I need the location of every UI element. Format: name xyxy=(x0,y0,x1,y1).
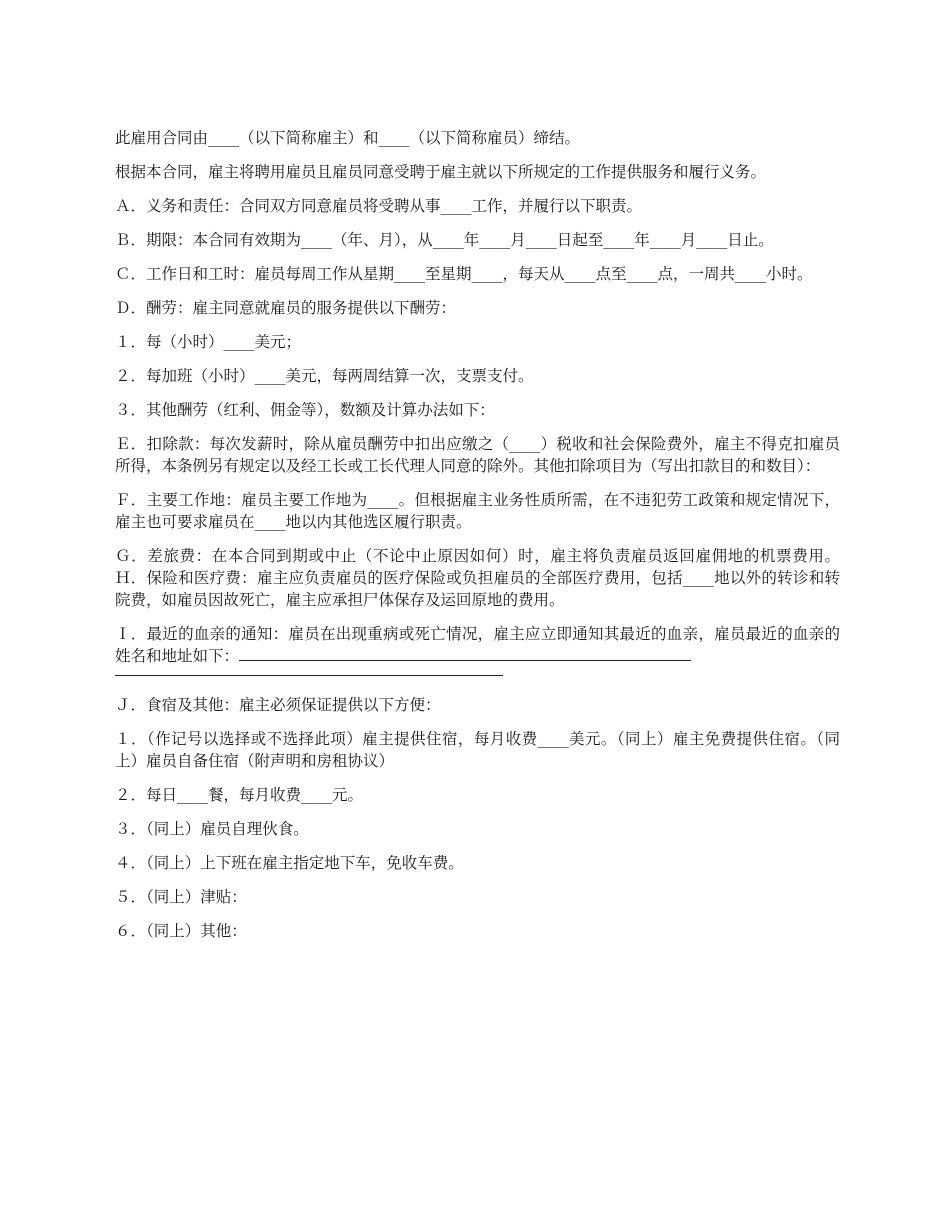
clause-d-item-2: ２．每加班（小时）____美元，每两周结算一次，支票支付。 xyxy=(115,367,534,385)
contract-document xyxy=(115,127,840,954)
clause-a-duties: Ａ．义务和责任：合同双方同意雇员将受聘从事____工作，并履行以下职责。 xyxy=(115,197,643,215)
clause-d-item-1: １．每（小时）____美元； xyxy=(115,333,302,351)
clause-j-item-1: １．（作记号以选择或不选择此项）雇主提供住宿，每月收费____美元。（同上）雇主免费提供住宿。（同上）雇员自备住宿（附声明和房租协议） xyxy=(115,730,840,770)
clause-j-item-2: ２．每日____餐，每月收费____元。 xyxy=(115,786,364,804)
clause-j-item-5: ５．（同上）津贴： xyxy=(115,888,247,906)
clause-c-hours: Ｃ．工作日和工时：雇员每周工作从星期____至星期____，每天从____点至____点，一周共____小时。 xyxy=(115,265,813,283)
blank-line-kin-address-continued xyxy=(115,667,503,676)
clause-i-text: Ｉ．最近的血亲的通知：雇员在出现重病或死亡情况，雇主应立即通知其最近的血亲，雇员最近的血亲的姓名和地址如下： xyxy=(115,625,840,665)
blank-line-kin-address xyxy=(239,646,691,661)
clause-f-workplace: Ｆ．主要工作地：雇员主要工作地为____。但根据雇主业务性质所需，在不违犯劳工政策和规定情况下，雇主也可要求雇员在____地以内其他选区履行职责。 xyxy=(115,491,840,531)
clause-g-h-travel-insurance: Ｇ．差旅费：在本合同到期或中止（不论中止原因如何）时，雇主将负责雇员返回雇佣地的机票费用。Ｈ．保险和医疗费：雇主应负责雇员的医疗保险或负担雇员的全部医疗费用，包括____地以外的转诊和转院费，如雇员因故死亡，雇主应承担尸体保存及运回原地的费用。 xyxy=(115,547,840,609)
paragraph-intro: 此雇用合同由____（以下简称雇主）和____（以下简称雇员）缔结。 xyxy=(115,129,581,147)
clause-j-item-3: ３．（同上）雇员自理伙食。 xyxy=(115,820,309,838)
paragraph-purpose: 根据本合同，雇主将聘用雇员且雇员同意受聘于雇主就以下所规定的工作提供服务和履行义务。 xyxy=(115,163,767,181)
clause-d-pay: Ｄ．酬劳：雇主同意就雇员的服务提供以下酬劳： xyxy=(115,299,457,317)
clause-i-notice xyxy=(115,623,840,667)
clause-j-item-6: ６．（同上）其他： xyxy=(115,922,247,940)
clause-j-board: Ｊ．食宿及其他：雇主必须保证提供以下方便： xyxy=(115,696,441,714)
clause-j-item-4: ４．（同上）上下班在雇主指定地下车，免收车费。 xyxy=(115,854,464,872)
clause-d-item-3: ３．其他酬劳（红利、佣金等），数额及计算办法如下： xyxy=(115,401,495,419)
clause-b-term: Ｂ．期限：本合同有效期为____（年、月），从____年____月____日起至____年____月____日止。 xyxy=(115,231,774,249)
clause-e-deductions: Ｅ．扣除款：每次发薪时，除从雇员酬劳中扣出应缴之（____）税收和社会保险费外，雇主不得克扣雇员所得，本条例另有规定以及经工长或工长代理人同意的除外。其他扣除项目为（写出扣款目的和数目）： xyxy=(115,435,840,475)
